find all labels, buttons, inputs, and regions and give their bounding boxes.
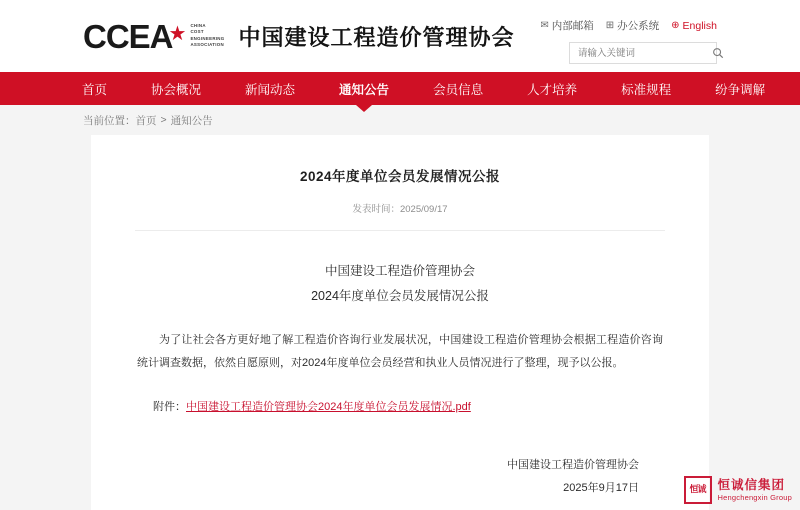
globe-icon: ⊕ [671,20,680,31]
search-button[interactable] [712,46,724,60]
attachment-label: 附件： [153,401,186,414]
watermark-name-cn: 恒诚信集团 [717,477,786,492]
breadcrumb-link-home[interactable]: 首页 [135,114,157,127]
watermark-name-en: Hengchengxin Group [717,493,792,503]
logo-subtext [190,20,224,49]
nav-item-home[interactable]: 首页 [82,82,108,97]
nav-item-standards[interactable]: 标准规程 [621,82,672,97]
breadcrumb-separator: > [160,114,167,126]
header-link-internal-mail[interactable] [540,18,593,33]
site-logo[interactable] [83,17,515,55]
header-link-label: 内部邮箱 [551,20,594,32]
mail-icon: ✉ [540,20,549,31]
building-icon: ⊞ [605,20,615,31]
header-links [540,18,717,33]
logo-subtext-line-3: ENGINEERING [190,35,225,41]
nav-item-talent-training[interactable]: 人才培养 [527,82,578,97]
watermark [684,476,792,504]
article-heading-line-1: 中国建设工程造价管理协会 [324,264,475,278]
nav-item-news[interactable]: 新闻动态 [245,82,296,97]
breadcrumb [0,105,800,135]
logo-subtext-line-4: ASSOCIATION [190,42,224,48]
nav-item-about[interactable]: 协会概况 [151,82,202,97]
signature-date: 2025年9月17日 [563,482,639,495]
search-input[interactable] [576,47,712,60]
article-card [91,135,709,510]
publish-time [131,201,669,215]
header-utility-area [540,18,717,64]
article-heading [131,259,669,309]
signature-organization: 中国建设工程造价管理协会 [507,459,639,472]
header-link-english[interactable] [671,20,717,32]
nav-item-announcements[interactable]: 通知公告 [317,72,411,105]
attachment-link[interactable]: 中国建设工程造价管理协会2024年度单位会员发展情况.pdf [186,401,471,414]
article-paragraph: 为了让社会各方更好地了解工程造价咨询行业发展状况，中国建设工程造价管理协会根据工程造价咨询统计调查数据，依然自愿原则，对2024年度单位会员经营和执业人员情况进行了整理，现予以公报。 [137,334,663,369]
logo-mark [83,17,225,55]
header-link-label: 办公系统 [617,20,660,32]
search-icon [712,47,724,59]
logo-subtext-line-2: COST [190,29,204,35]
breadcrumb-prefix: 当前位置： [83,114,136,127]
publish-time-value: 2025/09/17 [399,204,448,215]
divider [135,230,665,231]
main-navigation [0,72,800,105]
search-box[interactable] [569,42,717,64]
breadcrumb-link-current[interactable]: 通知公告 [170,114,213,127]
nav-item-member-info[interactable]: 会员信息 [433,82,484,97]
attachment-row [131,398,669,414]
article-signature [131,454,669,500]
watermark-text [718,478,792,503]
header-link-office-system[interactable] [606,18,659,33]
site-title: 中国建设工程造价管理协会 [238,24,515,50]
star-icon: ★ [168,22,187,45]
logo-subtext-line-1: CHINA [190,22,206,28]
nav-item-dispute-mediation[interactable]: 纷争调解 [715,82,766,97]
publish-time-label: 发表时间： [352,204,400,215]
watermark-logo-icon: 恒诚 [684,476,712,504]
article-heading-line-2: 2024年度单位会员发展情况公报 [311,289,489,303]
site-header [0,0,800,72]
header-link-label: English [682,19,717,32]
logo-wordmark: CCEA [83,17,173,55]
page-title: 2024年度单位会员发展情况公报 [299,169,501,184]
